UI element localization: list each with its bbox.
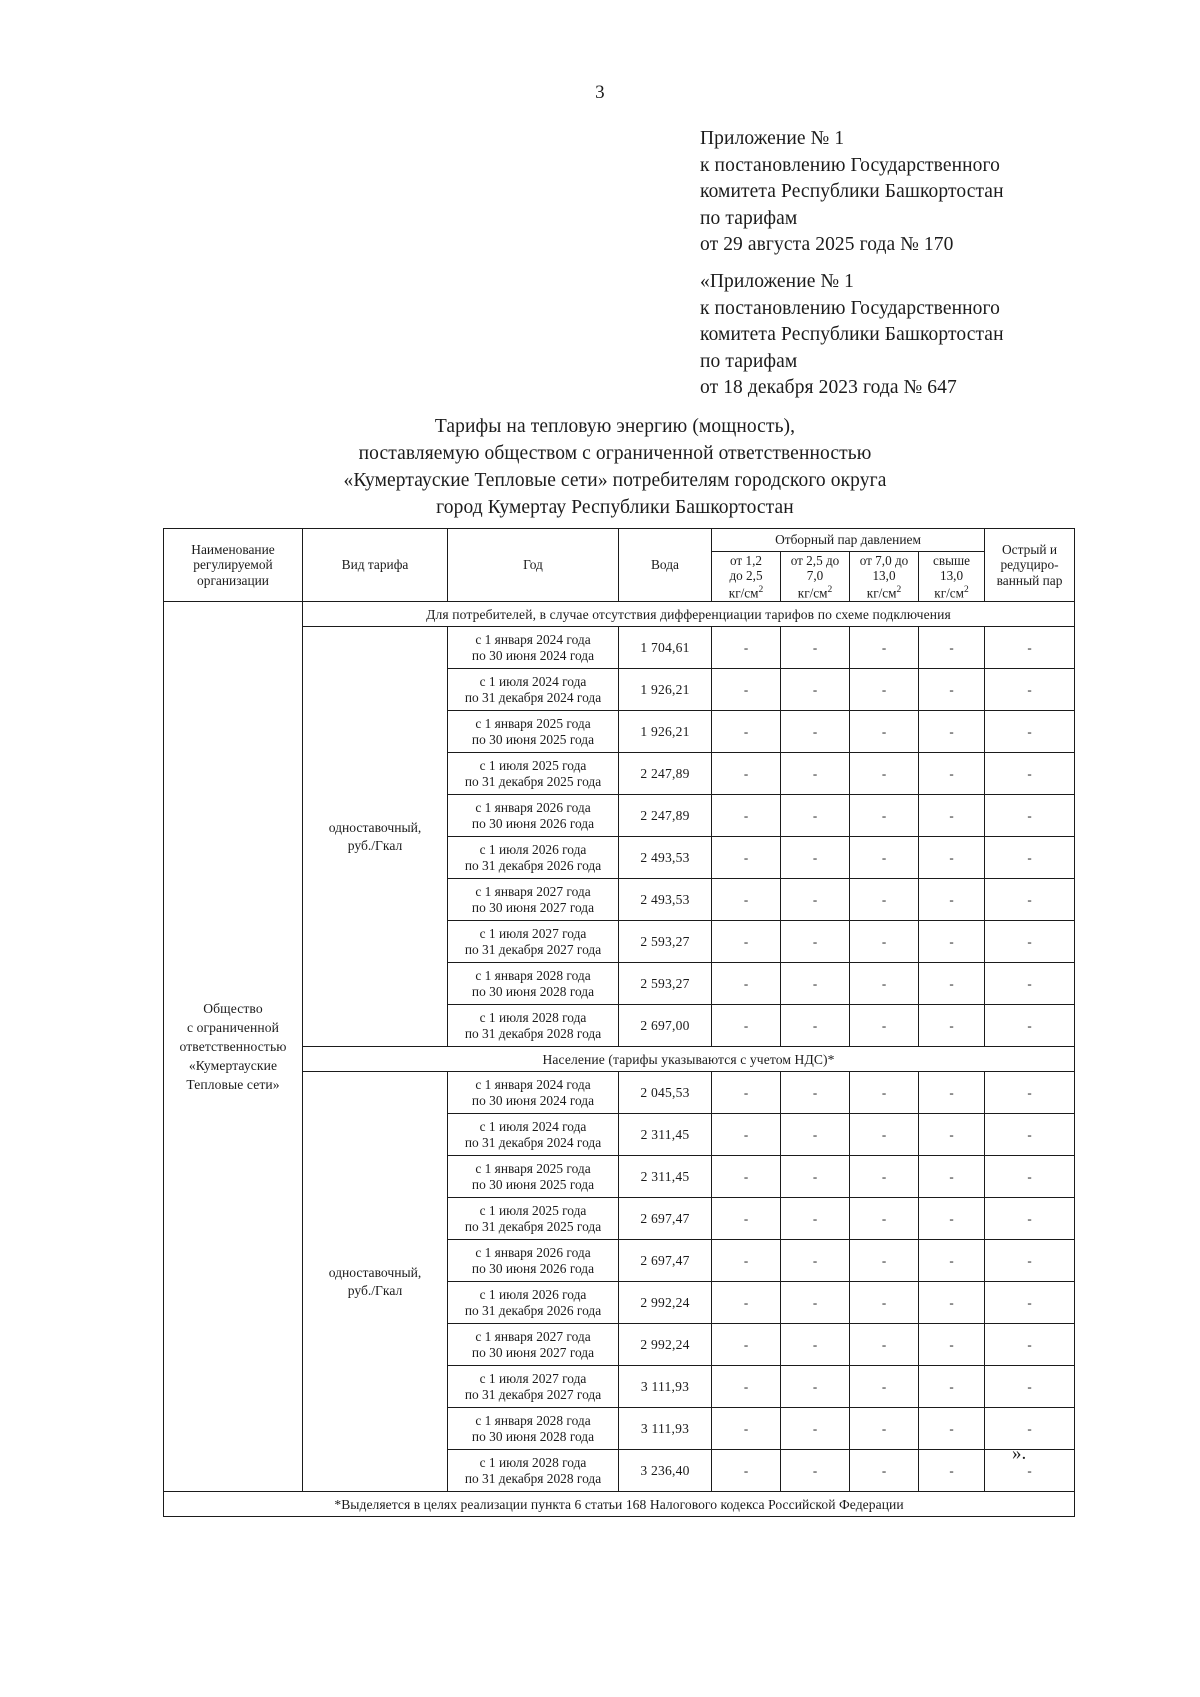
closing-quote-mark: ». — [1012, 1443, 1027, 1464]
steam-tariff-cell-1: - — [712, 627, 781, 669]
steam-tariff-cell-3: - — [850, 837, 919, 879]
period-line: с 1 июля 2024 года — [479, 1119, 587, 1135]
steam-tariff-cell-1: - — [712, 1072, 781, 1114]
period-cell — [448, 921, 619, 963]
period-line: с 1 января 2025 года — [475, 1161, 591, 1177]
water-tariff-cell: 2 697,47 — [619, 1240, 712, 1282]
water-tariff-cell: 2 247,89 — [619, 795, 712, 837]
tariffs-table-wrapper — [163, 528, 1074, 1517]
steam-tariff-cell-2: - — [781, 795, 850, 837]
steam-tariff-cell-2: - — [781, 837, 850, 879]
reference-line: по тарифам — [700, 207, 798, 229]
steam-tariff-cell-3: - — [850, 963, 919, 1005]
steam-tariff-cell-4: - — [919, 1450, 985, 1492]
period-line: с 1 января 2026 года — [475, 1245, 591, 1261]
reference-line: Приложение № 1 — [700, 128, 845, 149]
reference-block-amended-order — [700, 269, 1170, 402]
steam-tariff-cell-3: - — [850, 879, 919, 921]
period-line: с 1 июля 2026 года — [479, 1287, 587, 1303]
sharp-steam-tariff-cell: - — [985, 1282, 1075, 1324]
column-header-tariff-kind: Вид тарифа — [303, 529, 448, 602]
sharp-steam-tariff-cell: - — [985, 921, 1075, 963]
period-line: с 1 июля 2025 года — [479, 758, 587, 774]
reference-line: «Приложение № 1 — [700, 271, 855, 292]
period-cell — [448, 1198, 619, 1240]
steam-tariff-cell-4: - — [919, 1324, 985, 1366]
period-cell — [448, 1005, 619, 1047]
tariff-kind-line: руб./Гкал — [347, 837, 403, 853]
water-tariff-cell: 2 493,53 — [619, 879, 712, 921]
period-line: с 1 июля 2025 года — [479, 1203, 587, 1219]
column-header-sharp-steam-line: ванный пар — [996, 572, 1063, 588]
period-line: по 30 июня 2025 года — [471, 1176, 595, 1192]
period-cell — [448, 711, 619, 753]
steam-tariff-cell-4: - — [919, 879, 985, 921]
water-tariff-cell: 2 493,53 — [619, 837, 712, 879]
period-cell — [448, 1156, 619, 1198]
steam-tariff-cell-3: - — [850, 1114, 919, 1156]
pressure-range-line: от 7,0 до — [859, 553, 909, 568]
pressure-range-line: до 2,5 — [729, 568, 763, 583]
pressure-unit: $кг/см^2$ — [866, 585, 902, 601]
steam-tariff-cell-2: - — [781, 1114, 850, 1156]
period-line: по 30 июня 2024 года — [471, 1092, 595, 1108]
steam-tariff-cell-1: - — [712, 795, 781, 837]
steam-tariff-cell-2: - — [781, 1324, 850, 1366]
column-header-steam-group: Отборный пар давлением — [712, 529, 985, 552]
period-cell — [448, 1114, 619, 1156]
period-line: по 31 декабря 2026 года — [464, 857, 602, 873]
steam-tariff-cell-3: - — [850, 669, 919, 711]
sharp-steam-tariff-cell: - — [985, 1114, 1075, 1156]
steam-tariff-cell-1: - — [712, 753, 781, 795]
steam-tariff-cell-3: - — [850, 1072, 919, 1114]
period-line: по 30 июня 2026 года — [471, 1260, 595, 1276]
reference-line: от 29 августа 2025 года № 170 — [700, 234, 954, 256]
table-section-header-row — [164, 602, 1075, 627]
steam-tariff-cell-4: - — [919, 711, 985, 753]
steam-tariff-cell-4: - — [919, 1408, 985, 1450]
sharp-steam-tariff-cell: - — [985, 1005, 1075, 1047]
steam-tariff-cell-4: - — [919, 1072, 985, 1114]
tariff-kind-line: руб./Гкал — [347, 1282, 403, 1298]
pressure-range-line: от 1,2 — [730, 553, 762, 568]
page-title — [160, 413, 1070, 521]
steam-tariff-cell-4: - — [919, 1005, 985, 1047]
pressure-range-line: 13,0 — [939, 568, 964, 583]
steam-tariff-cell-1: - — [712, 1005, 781, 1047]
water-tariff-cell: 1 926,21 — [619, 711, 712, 753]
reference-line: от 18 декабря 2023 года № 647 — [700, 377, 957, 399]
period-cell — [448, 1240, 619, 1282]
steam-tariff-cell-1: - — [712, 1114, 781, 1156]
water-tariff-cell: 2 992,24 — [619, 1324, 712, 1366]
period-line: с 1 января 2028 года — [475, 968, 591, 984]
steam-tariff-cell-1: - — [712, 1198, 781, 1240]
sharp-steam-tariff-cell: - — [985, 1240, 1075, 1282]
sharp-steam-tariff-cell: - — [985, 1408, 1075, 1450]
period-line: по 30 июня 2026 года — [471, 815, 595, 831]
tariffs-table — [163, 528, 1075, 1517]
period-cell — [448, 837, 619, 879]
column-header-organization-line: организации — [197, 572, 269, 588]
tariff-kind-cell — [303, 1072, 448, 1492]
period-line: с 1 января 2025 года — [475, 716, 591, 732]
column-header-pressure-3 — [850, 552, 919, 602]
organization-name-cell — [164, 602, 303, 1492]
period-line: по 30 июня 2024 года — [471, 647, 595, 663]
steam-tariff-cell-3: - — [850, 1156, 919, 1198]
column-header-organization-line: Наименование — [191, 542, 275, 558]
pressure-unit: $кг/см^2$ — [728, 585, 764, 601]
period-line: с 1 июля 2027 года — [479, 1371, 587, 1387]
steam-tariff-cell-4: - — [919, 1198, 985, 1240]
table-head — [164, 529, 1075, 602]
sharp-steam-tariff-cell: - — [985, 1324, 1075, 1366]
period-line: по 31 декабря 2024 года — [464, 1134, 602, 1150]
column-header-sharp-steam-line: Острый и — [1002, 542, 1058, 558]
steam-tariff-cell-4: - — [919, 795, 985, 837]
steam-tariff-cell-2: - — [781, 1450, 850, 1492]
period-line: по 31 декабря 2026 года — [464, 1302, 602, 1318]
period-line: с 1 января 2026 года — [475, 800, 591, 816]
period-line: с 1 июля 2024 года — [479, 674, 587, 690]
period-line: по 31 декабря 2027 года — [464, 1386, 602, 1402]
column-header-pressure-4 — [919, 552, 985, 602]
steam-tariff-cell-3: - — [850, 1005, 919, 1047]
column-header-year: Год — [448, 529, 619, 602]
water-tariff-cell: 2 045,53 — [619, 1072, 712, 1114]
period-cell — [448, 1324, 619, 1366]
period-line: по 30 июня 2027 года — [471, 899, 595, 915]
pressure-range-line: от 2,5 до — [790, 553, 840, 568]
page-number: 3 — [595, 82, 605, 103]
steam-tariff-cell-2: - — [781, 879, 850, 921]
period-cell — [448, 1450, 619, 1492]
sharp-steam-tariff-cell: - — [985, 795, 1075, 837]
steam-tariff-cell-1: - — [712, 1450, 781, 1492]
water-tariff-cell: 2 697,00 — [619, 1005, 712, 1047]
sharp-steam-tariff-cell: - — [985, 1450, 1075, 1492]
water-tariff-cell: 1 704,61 — [619, 627, 712, 669]
tariff-kind-line: одноставочный, — [328, 819, 422, 835]
water-tariff-cell: 2 992,24 — [619, 1282, 712, 1324]
column-header-sharp-steam — [985, 529, 1075, 602]
period-cell — [448, 795, 619, 837]
period-line: с 1 июля 2028 года — [479, 1010, 587, 1026]
steam-tariff-cell-2: - — [781, 753, 850, 795]
reference-block-current-order — [700, 126, 1170, 259]
table-section-title: Для потребителей, в случае отсутствия дифференциации тарифов по схеме подключения — [303, 602, 1075, 627]
steam-tariff-cell-2: - — [781, 1072, 850, 1114]
period-cell — [448, 963, 619, 1005]
steam-tariff-cell-4: - — [919, 627, 985, 669]
column-header-sharp-steam-line: редуциро- — [1000, 557, 1059, 573]
steam-tariff-cell-3: - — [850, 627, 919, 669]
steam-tariff-cell-1: - — [712, 1366, 781, 1408]
sharp-steam-tariff-cell: - — [985, 711, 1075, 753]
steam-tariff-cell-3: - — [850, 1240, 919, 1282]
period-line: с 1 июля 2027 года — [479, 926, 587, 942]
steam-tariff-cell-2: - — [781, 627, 850, 669]
period-line: с 1 июля 2026 года — [479, 842, 587, 858]
water-tariff-cell: 2 247,89 — [619, 753, 712, 795]
period-cell — [448, 1072, 619, 1114]
period-cell — [448, 879, 619, 921]
period-line: по 31 декабря 2027 года — [464, 941, 602, 957]
water-tariff-cell: 3 236,40 — [619, 1450, 712, 1492]
tariff-kind-line: одноставочный, — [328, 1264, 422, 1280]
steam-tariff-cell-2: - — [781, 963, 850, 1005]
steam-tariff-cell-1: - — [712, 711, 781, 753]
steam-tariff-cell-1: - — [712, 1408, 781, 1450]
period-cell — [448, 669, 619, 711]
steam-tariff-cell-1: - — [712, 1240, 781, 1282]
period-line: по 30 июня 2025 года — [471, 731, 595, 747]
steam-tariff-cell-3: - — [850, 711, 919, 753]
organization-name-line: Тепловые сети» — [186, 1077, 280, 1093]
steam-tariff-cell-2: - — [781, 1156, 850, 1198]
steam-tariff-cell-4: - — [919, 669, 985, 711]
organization-name-line: «Кумертауские — [188, 1058, 278, 1074]
pressure-range-line: свыше — [933, 553, 970, 568]
steam-tariff-cell-1: - — [712, 837, 781, 879]
period-line: по 30 июня 2028 года — [471, 983, 595, 999]
water-tariff-cell: 2 311,45 — [619, 1114, 712, 1156]
tariff-kind-cell — [303, 627, 448, 1047]
steam-tariff-cell-3: - — [850, 1324, 919, 1366]
steam-tariff-cell-4: - — [919, 837, 985, 879]
steam-tariff-cell-3: - — [850, 1282, 919, 1324]
steam-tariff-cell-1: - — [712, 921, 781, 963]
steam-tariff-cell-1: - — [712, 963, 781, 1005]
column-header-pressure-1 — [712, 552, 781, 602]
water-tariff-cell: 2 311,45 — [619, 1156, 712, 1198]
steam-tariff-cell-2: - — [781, 1366, 850, 1408]
title-line: поставляемую обществом с ограниченной ответственностью — [358, 443, 872, 464]
steam-tariff-cell-3: - — [850, 795, 919, 837]
period-line: с 1 января 2028 года — [475, 1413, 591, 1429]
sharp-steam-tariff-cell: - — [985, 1072, 1075, 1114]
period-line: с 1 января 2024 года — [475, 1077, 591, 1093]
steam-tariff-cell-2: - — [781, 669, 850, 711]
organization-name-line: Общество — [203, 1001, 263, 1017]
column-header-water: Вода — [619, 529, 712, 602]
steam-tariff-cell-3: - — [850, 1408, 919, 1450]
title-line: Тарифы на тепловую энергию (мощность), — [434, 416, 796, 437]
steam-tariff-cell-2: - — [781, 1240, 850, 1282]
steam-tariff-cell-4: - — [919, 1240, 985, 1282]
steam-tariff-cell-2: - — [781, 711, 850, 753]
steam-tariff-cell-4: - — [919, 921, 985, 963]
steam-tariff-cell-3: - — [850, 753, 919, 795]
table-footnote: *Выделяется в целях реализации пункта 6 статьи 168 Налогового кодекса Российской Федерации — [164, 1492, 1075, 1517]
water-tariff-cell: 2 593,27 — [619, 963, 712, 1005]
steam-tariff-cell-1: - — [712, 1324, 781, 1366]
steam-tariff-cell-4: - — [919, 963, 985, 1005]
water-tariff-cell: 3 111,93 — [619, 1408, 712, 1450]
column-header-pressure-2 — [781, 552, 850, 602]
steam-tariff-cell-1: - — [712, 879, 781, 921]
reference-line: комитета Республики Башкортостан — [700, 181, 1004, 203]
steam-tariff-cell-1: - — [712, 1156, 781, 1198]
period-line: с 1 января 2024 года — [475, 632, 591, 648]
table-header-row-top — [164, 529, 1075, 552]
reference-line: комитета Республики Башкортостан — [700, 324, 1004, 346]
steam-tariff-cell-1: - — [712, 669, 781, 711]
table-section-title: Население (тарифы указываются с учетом НДС)* — [303, 1047, 1075, 1072]
title-line: «Кумертауские Тепловые сети» потребителям городского округа — [343, 470, 887, 491]
sharp-steam-tariff-cell: - — [985, 1198, 1075, 1240]
title-line: город Кумертау Республики Башкортостан — [436, 497, 794, 518]
period-line: по 31 декабря 2025 года — [464, 1218, 602, 1234]
pressure-unit: $кг/см^2$ — [797, 585, 833, 601]
reference-line: к постановлению Государственного — [700, 297, 1000, 319]
steam-tariff-cell-2: - — [781, 1005, 850, 1047]
sharp-steam-tariff-cell: - — [985, 753, 1075, 795]
sharp-steam-tariff-cell: - — [985, 963, 1075, 1005]
period-line: по 30 июня 2027 года — [471, 1344, 595, 1360]
steam-tariff-cell-3: - — [850, 1366, 919, 1408]
period-cell — [448, 627, 619, 669]
period-cell — [448, 1282, 619, 1324]
period-line: по 31 декабря 2028 года — [464, 1025, 602, 1041]
period-cell — [448, 1366, 619, 1408]
period-cell — [448, 1408, 619, 1450]
column-header-organization-line: регулируемой — [193, 557, 273, 573]
water-tariff-cell: 2 697,47 — [619, 1198, 712, 1240]
steam-tariff-cell-1: - — [712, 1282, 781, 1324]
period-cell — [448, 753, 619, 795]
table-footnote-row — [164, 1492, 1075, 1517]
steam-tariff-cell-3: - — [850, 1198, 919, 1240]
pressure-range-line: 13,0 — [872, 568, 896, 583]
period-line: по 31 декабря 2024 года — [464, 689, 602, 705]
steam-tariff-cell-2: - — [781, 1198, 850, 1240]
sharp-steam-tariff-cell: - — [985, 1156, 1075, 1198]
sharp-steam-tariff-cell: - — [985, 627, 1075, 669]
steam-tariff-cell-4: - — [919, 1114, 985, 1156]
period-line: по 31 декабря 2028 года — [464, 1470, 602, 1486]
sharp-steam-tariff-cell: - — [985, 669, 1075, 711]
sharp-steam-tariff-cell: - — [985, 837, 1075, 879]
pressure-unit: $кг/см^2$ — [934, 585, 969, 601]
period-line: с 1 января 2027 года — [475, 1329, 591, 1345]
period-line: по 31 декабря 2025 года — [464, 773, 602, 789]
column-header-organization — [164, 529, 303, 602]
steam-tariff-cell-4: - — [919, 1282, 985, 1324]
organization-name-line: ответственностью — [179, 1039, 287, 1055]
reference-line: по тарифам — [700, 350, 798, 372]
steam-tariff-cell-3: - — [850, 1450, 919, 1492]
sharp-steam-tariff-cell: - — [985, 879, 1075, 921]
steam-tariff-cell-2: - — [781, 1408, 850, 1450]
period-line: с 1 января 2027 года — [475, 884, 591, 900]
period-line: по 30 июня 2028 года — [471, 1428, 595, 1444]
water-tariff-cell: 1 926,21 — [619, 669, 712, 711]
steam-tariff-cell-4: - — [919, 1156, 985, 1198]
water-tariff-cell: 3 111,93 — [619, 1366, 712, 1408]
water-tariff-cell: 2 593,27 — [619, 921, 712, 963]
table-body — [164, 602, 1075, 1517]
reference-line: к постановлению Государственного — [700, 154, 1000, 176]
pressure-range-line: 7,0 — [806, 568, 824, 583]
period-line: с 1 июля 2028 года — [479, 1455, 587, 1471]
steam-tariff-cell-4: - — [919, 753, 985, 795]
steam-tariff-cell-3: - — [850, 921, 919, 963]
steam-tariff-cell-2: - — [781, 1282, 850, 1324]
organization-name-line: с ограниченной — [186, 1020, 280, 1036]
sharp-steam-tariff-cell: - — [985, 1366, 1075, 1408]
steam-tariff-cell-4: - — [919, 1366, 985, 1408]
steam-tariff-cell-2: - — [781, 921, 850, 963]
